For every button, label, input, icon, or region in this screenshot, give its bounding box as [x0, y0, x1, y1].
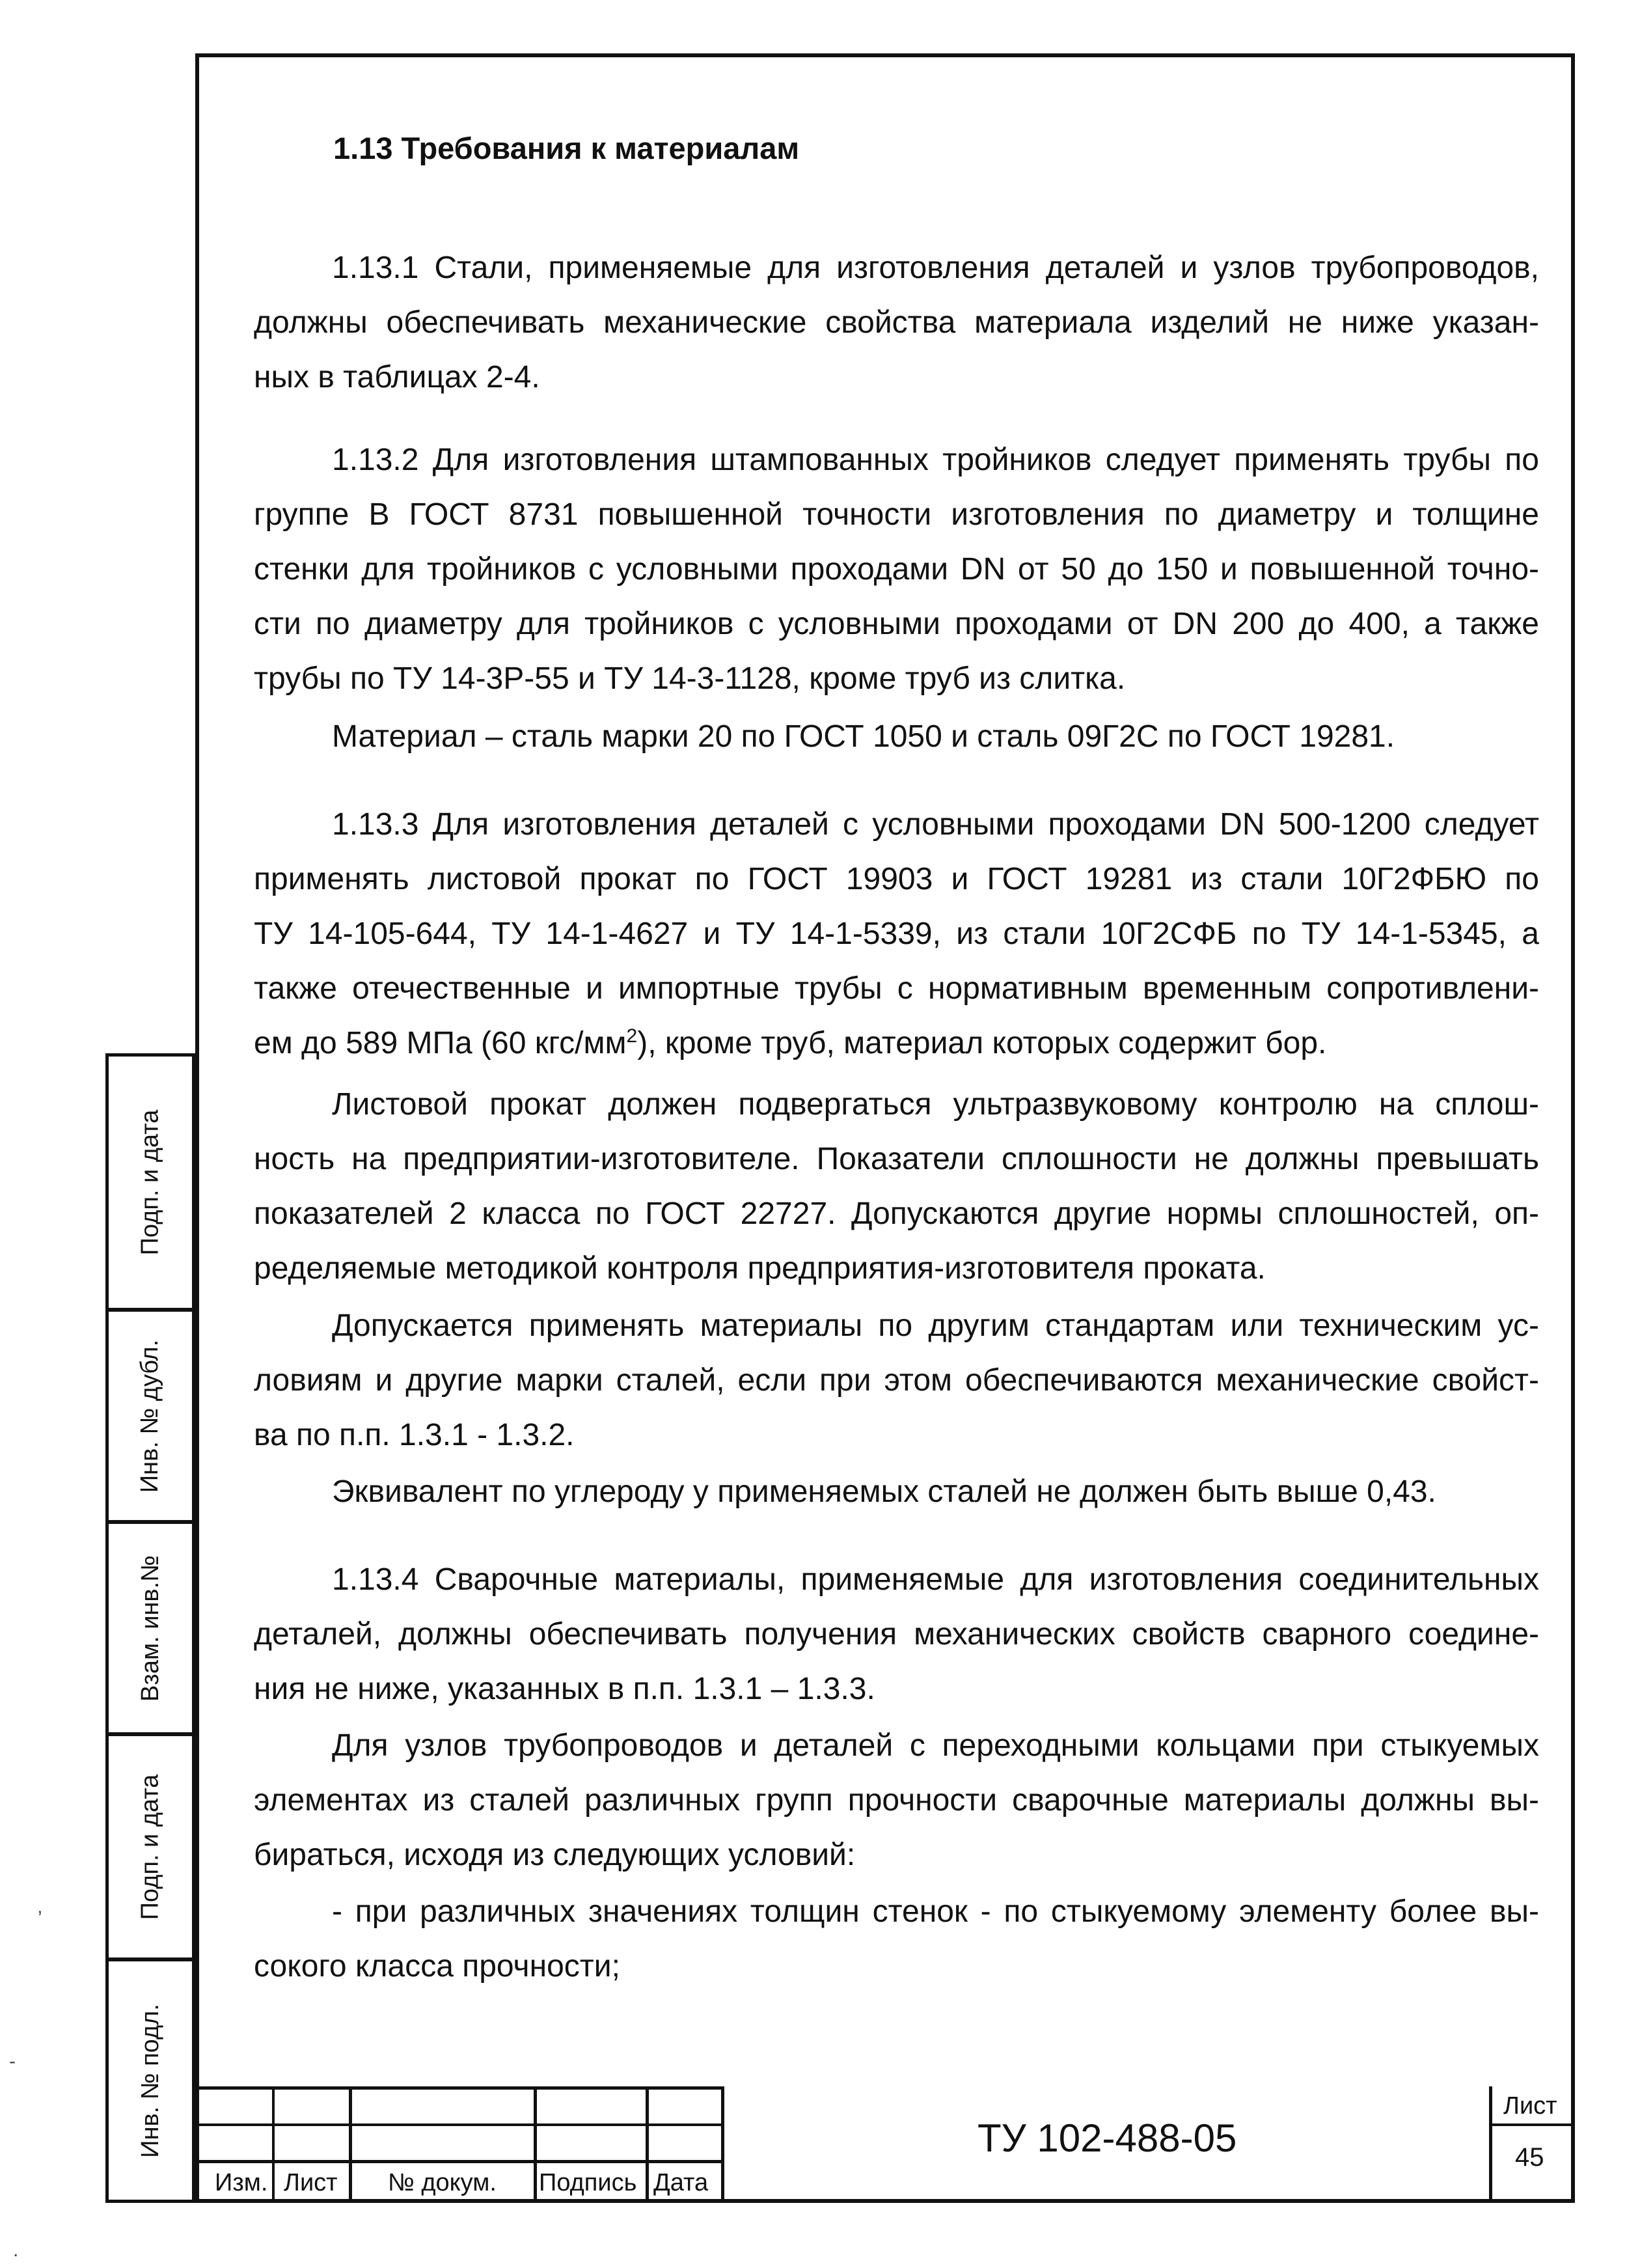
stamp-label: Инв. № подл.: [136, 2003, 164, 2158]
text-line: стенки для тройников с условными проходами DN от 50 до 150 и повышенной точно-: [254, 552, 1539, 587]
sheet-cell-left-border: [1489, 2086, 1492, 2203]
text-line: 1.13.3 Для изготовления деталей с условными проходами DN 500-1200 следует: [332, 807, 1539, 842]
stamp-inv-podl: [105, 1958, 195, 2203]
title-block-col-line: [721, 2086, 724, 2203]
title-block-col-line: [349, 2086, 352, 2203]
sheet-cell-divider: [1489, 2123, 1575, 2126]
paragraph-carbon-equivalent: [254, 1465, 1539, 1519]
sheet-label: Лист: [1503, 2092, 1557, 2120]
text-line: Материал – сталь марки 20 по ГОСТ 1050 и сталь 09Г2С по ГОСТ 19281.: [332, 719, 1395, 754]
stamp-label: Подп. и дата: [136, 1109, 164, 1255]
margin-mark: -: [9, 2051, 16, 2072]
paragraph-1-13-2: [254, 433, 1539, 706]
column-doc-number: № докум.: [388, 2169, 497, 2196]
text-line: - при различных значениях толщин стенок - по стыкуемому элементу более вы-: [332, 1894, 1539, 1929]
column-date: Дата: [653, 2169, 709, 2196]
text-line: трубы по ТУ 14-3Р-55 и ТУ 14-3-1128, кроме труб из слитка.: [254, 661, 1126, 696]
paragraph-1-13-3: [254, 797, 1539, 1071]
paragraph-sheet-rolling: [254, 1077, 1539, 1296]
title-block-col-line: [534, 2086, 537, 2203]
text-line: ность на предприятии-изготовителе. Показатели сплошности не должны превышать: [254, 1142, 1539, 1176]
text-line: ТУ 14-105-644, ТУ 14-1-4627 и ТУ 14-1-5339, из стали 10Г2СФБ по ТУ 14-1-5345, а: [254, 917, 1539, 951]
text-fragment: ем до 589 МПа (60 кгс/мм: [254, 1026, 627, 1060]
stamp-label: Подп. и дата: [136, 1774, 164, 1920]
sheet-number: 45: [1515, 2143, 1544, 2172]
text-line: 1.13.2 Для изготовления штампованных тройников следует применять трубы по: [332, 443, 1539, 477]
text-line: 1.13.1 Стали, применяемые для изготовления деталей и узлов трубопроводов,: [332, 251, 1539, 285]
stamp-podp-data-1: [105, 1053, 195, 1311]
text-line: ределяемые методикой контроля предприятия-изготовителя проката.: [254, 1251, 1266, 1286]
stamp-vzam-inv: [105, 1521, 195, 1736]
paragraph-1-13-1: [254, 241, 1539, 405]
text-line: Допускается применять материалы по другим стандартам или техническим ус-: [332, 1308, 1539, 1343]
paragraph-wall-thickness: [254, 1885, 1539, 1994]
text-line: элементах из сталей различных групп прочности сварочные материалы должны вы-: [254, 1783, 1539, 1818]
text-line: Листовой прокат должен подвергаться ультразвуковому контролю на сплош-: [332, 1087, 1539, 1122]
stamp-label: Взам. инв.№: [136, 1555, 164, 1702]
text-line: [254, 1016, 1539, 1071]
paragraph-material: [254, 710, 1539, 764]
text-line: сокого класса прочности;: [254, 1949, 620, 1984]
column-signature: Подпись: [539, 2169, 637, 2196]
text-line: ва по п.п. 1.3.1 - 1.3.2.: [254, 1418, 575, 1452]
text-line: ловиям и другие марки сталей, если при этом обеспечиваются механические свойст-: [254, 1363, 1539, 1398]
text-line: применять листовой прокат по ГОСТ 19903 и ГОСТ 19281 из стали 10Г2ФБЮ по: [254, 862, 1539, 896]
text-line: ных в таблицах 2-4.: [254, 360, 540, 394]
superscript: 2: [626, 1025, 638, 1047]
text-line: Эквивалент по углероду у применяемых сталей не должен быть выше 0,43.: [332, 1474, 1436, 1509]
stamp-label: Инв. № дубл.: [136, 1339, 164, 1493]
stamp-inv-dubl: [105, 1308, 195, 1523]
title-block-col-line: [272, 2086, 275, 2203]
column-izm: Изм.: [215, 2169, 268, 2196]
text-fragment: ), кроме труб, материал которых содержит бор.: [637, 1026, 1327, 1060]
text-line: должны обеспечивать механические свойства материала изделий не ниже указан-: [254, 305, 1539, 340]
stamp-podp-data-2: [105, 1733, 195, 1961]
text-line: также отечественные и импортные трубы с нормативным временным сопротивлени-: [254, 971, 1539, 1006]
text-line: деталей, должны обеспечивать получения механических свойств сварного соедине-: [254, 1617, 1539, 1652]
text-line: группе В ГОСТ 8731 повышенной точности изготовления по диаметру и толщине: [254, 497, 1539, 532]
column-list: Лист: [284, 2169, 338, 2196]
text-line: бираться, исходя из следующих условий:: [254, 1838, 856, 1872]
text-line: ния не ниже, указанных в п.п. 1.3.1 – 1.3.3.: [254, 1672, 875, 1706]
paragraph-pipeline-nodes: [254, 1719, 1539, 1883]
text-line: Для узлов трубопроводов и деталей с переходными кольцами при стыкуемых: [332, 1728, 1539, 1763]
title-block-col-line: [646, 2086, 649, 2203]
paragraph-1-13-4: [254, 1553, 1539, 1717]
text-line: сти по диаметру для тройников с условными проходами от DN 200 до 400, а также: [254, 607, 1539, 641]
document-code: ТУ 102-488-05: [977, 2116, 1237, 2160]
margin-mark: .: [13, 2239, 19, 2261]
paragraph-allowed-materials: [254, 1299, 1539, 1463]
text-line: 1.13.4 Сварочные материалы, применяемые для изготовления соединительных: [332, 1562, 1539, 1597]
section-title: 1.13 Требования к материалам: [333, 131, 800, 165]
text-line: показателей 2 класса по ГОСТ 22727. Допускаются другие нормы сплошностей, оп-: [254, 1196, 1539, 1231]
margin-mark: ’: [38, 1907, 42, 1929]
